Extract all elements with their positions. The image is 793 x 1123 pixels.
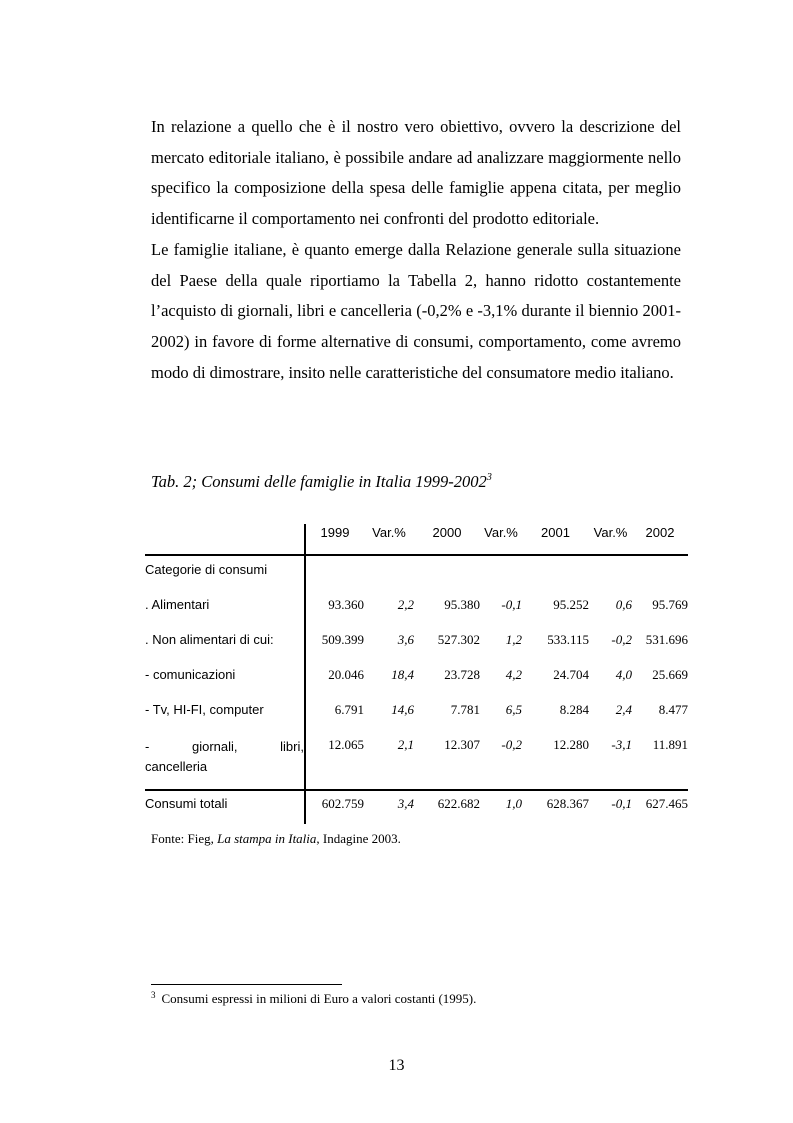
row-label-line-1 — [145, 737, 304, 757]
value-2000: 23.728 — [444, 667, 480, 682]
var-1: 18,4 — [391, 667, 414, 682]
table-row — [145, 698, 688, 733]
var-1: 3,6 — [397, 632, 414, 647]
header-empty-cell — [145, 524, 305, 555]
source-suffix: , Indagine 2003. — [316, 831, 401, 846]
caption-footnote-ref: 3 — [486, 472, 492, 483]
value-2000: 527.302 — [437, 632, 480, 647]
value-2000: 12.307 — [444, 737, 480, 752]
var-3: -3,1 — [611, 737, 632, 752]
value-2001: 8.284 — [559, 702, 589, 717]
source-prefix: Fonte: Fieg, — [151, 831, 218, 846]
value-1999: 12.065 — [328, 737, 364, 752]
value-2002: 95.769 — [652, 597, 688, 612]
row-label-word-libri: libri, — [280, 739, 304, 754]
value-2001: 12.280 — [553, 737, 589, 752]
value-2002: 531.696 — [645, 632, 688, 647]
value-2001: 24.704 — [553, 667, 589, 682]
var-3: 2,4 — [615, 702, 632, 717]
total-var-2: 1,0 — [480, 790, 522, 824]
source-title: La stampa in Italia — [217, 831, 317, 846]
value-2002: 8.477 — [658, 702, 688, 717]
footnote-marker: 3 — [151, 990, 156, 1000]
paragraph-2: Le famiglie italiane, è quanto emerge dalla Relazione generale sulla situazione del Paese della quale riportiamo la Tabella 2, hanno ridotto costantemente l’acquisto di giornali, libri e cancelleria (-0,2% e -3,1% durante il biennio 2001-2002) in favore di forme alternative di consumi, comportamento, come avremo modo di dimostrare, insito nelle caratteristiche del consumatore medio italiano. — [151, 239, 681, 382]
row-label-word-giornali: giornali, — [191, 739, 238, 754]
table-row — [145, 733, 688, 790]
consumption-table — [145, 524, 688, 824]
category-header-row — [145, 555, 688, 593]
value-2001: 533.115 — [547, 632, 589, 647]
caption-text: Tab. 2; Consumi delle famiglie in Italia 1999-2002 — [151, 472, 487, 491]
column-header-var-1: Var.% — [364, 524, 414, 555]
var-2: 6,5 — [505, 702, 522, 717]
var-3: -0,2 — [611, 632, 632, 647]
var-2: 4,2 — [505, 667, 522, 682]
paragraph-1: In relazione a quello che è il nostro vero obiettivo, ovvero la descrizione del mercato editoriale italiano, è possibile andare ad analizzare maggiormente nello specifico la composizione della spesa delle famiglie appena citata, per meglio identificarne il comportamento nei confronti del prodotto editoriale. — [151, 117, 681, 229]
total-2000: 622.682 — [414, 790, 480, 824]
footnote-text: Consumi espressi in milioni di Euro a valori costanti (1995). — [161, 991, 477, 1006]
value-1999: 509.399 — [321, 632, 364, 647]
var-3: 4,0 — [615, 667, 632, 682]
var-1: 2,2 — [397, 597, 414, 612]
total-label: Consumi totali — [145, 790, 305, 824]
total-var-1: 3,4 — [364, 790, 414, 824]
total-2002: 627.465 — [632, 790, 688, 824]
row-label: - Tv, HI-FI, computer — [145, 698, 305, 733]
value-1999: 93.360 — [328, 597, 364, 612]
category-header: Categorie di consumi — [145, 555, 305, 593]
value-2001: 95.252 — [553, 597, 589, 612]
table-source — [151, 831, 401, 847]
value-2002: 25.669 — [652, 667, 688, 682]
body-text — [151, 112, 681, 388]
column-header-2002: 2002 — [632, 524, 688, 555]
var-1: 14,6 — [391, 702, 414, 717]
value-2000: 95.380 — [444, 597, 480, 612]
column-header-2001: 2001 — [522, 524, 589, 555]
value-2000: 7.781 — [450, 702, 480, 717]
value-1999: 6.791 — [334, 702, 364, 717]
row-label: . Alimentari — [145, 593, 305, 628]
value-1999: 20.046 — [328, 667, 364, 682]
total-var-3: -0,1 — [589, 790, 632, 824]
var-2: 1,2 — [505, 632, 522, 647]
page-number: 13 — [388, 1057, 405, 1074]
row-label — [145, 733, 305, 790]
row-label-line-2: cancelleria — [145, 759, 208, 774]
table-row — [145, 628, 688, 663]
value-2002: 11.891 — [652, 737, 688, 752]
table-row — [145, 663, 688, 698]
var-1: 2,1 — [397, 737, 414, 752]
var-3: 0,6 — [615, 597, 632, 612]
table-caption — [151, 472, 492, 492]
total-2001: 628.367 — [522, 790, 589, 824]
total-1999: 602.759 — [305, 790, 364, 824]
var-2: -0,2 — [501, 737, 522, 752]
column-header-1999: 1999 — [305, 524, 364, 555]
row-label: - comunicazioni — [145, 663, 305, 698]
footnote-divider — [151, 984, 342, 985]
row-label-dash: - — [145, 739, 150, 754]
row-label: . Non alimentari di cui: — [145, 628, 305, 663]
column-header-2000: 2000 — [414, 524, 480, 555]
var-2: -0,1 — [501, 597, 522, 612]
table-row — [145, 593, 688, 628]
column-header-var-2: Var.% — [480, 524, 522, 555]
table-header-row — [145, 524, 688, 555]
table-total-row — [145, 790, 688, 824]
column-header-var-3: Var.% — [589, 524, 632, 555]
footnote — [151, 991, 476, 1007]
